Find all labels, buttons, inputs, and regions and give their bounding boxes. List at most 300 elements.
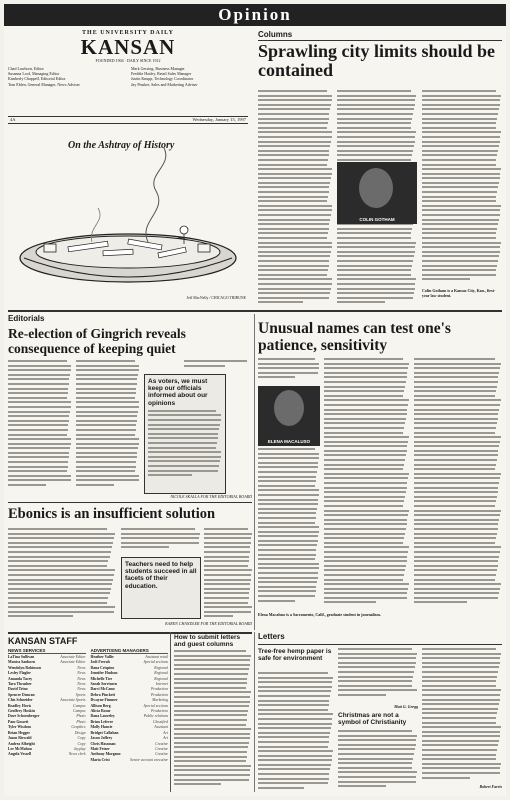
- text-line: [121, 546, 169, 548]
- text-line: [8, 365, 71, 367]
- text-line: [148, 474, 192, 476]
- text-line: [258, 554, 316, 556]
- text-line: [258, 260, 329, 262]
- text-line: [148, 470, 218, 472]
- text-line: [204, 579, 251, 581]
- staff-role: Production: [151, 709, 168, 714]
- text-line: [422, 186, 498, 188]
- staff-ads-column: [91, 648, 169, 763]
- text-line: [422, 676, 497, 678]
- text-line: [324, 454, 406, 456]
- text-line: [324, 468, 403, 470]
- text-line: [8, 602, 107, 604]
- text-line: [422, 274, 496, 276]
- staff-role: Special sections: [143, 660, 168, 665]
- text-line: [8, 542, 113, 544]
- text-line: [337, 122, 411, 124]
- text-line: [174, 724, 246, 726]
- staff-name: Jason Joffrey: [90, 736, 113, 741]
- text-line: [258, 372, 318, 374]
- letter-headline: Christmas are not a symbol of Christianity: [338, 712, 407, 727]
- text-line: [324, 500, 404, 502]
- text-line: [148, 410, 216, 412]
- text-line: [337, 255, 414, 257]
- staff-role: News clerk: [68, 752, 86, 757]
- text-line: [337, 150, 413, 152]
- text-line: [414, 565, 498, 567]
- text-line: [422, 653, 501, 655]
- text-line: [422, 260, 498, 262]
- staff-role: Photo: [76, 714, 86, 719]
- section-title: Opinion: [218, 5, 292, 24]
- text-line: [414, 459, 497, 461]
- text-line: [8, 429, 68, 431]
- text-line: [258, 237, 327, 239]
- text-line: [414, 500, 496, 502]
- text-line: [204, 537, 251, 539]
- text-line: [258, 586, 316, 588]
- text-line: [258, 476, 316, 478]
- text-line: [414, 542, 495, 544]
- text-line: [422, 159, 496, 161]
- text-line: [258, 549, 316, 551]
- text-line: [8, 569, 115, 571]
- text-line: [258, 531, 319, 533]
- text-line: [324, 510, 409, 512]
- text-line: [414, 473, 501, 475]
- text-line: [258, 499, 318, 501]
- columnist-note: Elena Macaluso is a Sacramento, Calif., graduate student in journalism.: [258, 612, 381, 617]
- staff-role: Production: [151, 687, 168, 692]
- text-line: [8, 406, 71, 408]
- text-line: [337, 136, 415, 138]
- text-line: [258, 718, 332, 720]
- staff-role: Special sections: [143, 703, 168, 708]
- text-line: [8, 479, 71, 481]
- staff-role: Creative: [155, 746, 168, 751]
- text-line: [414, 546, 501, 548]
- masthead-staff: [8, 66, 248, 87]
- text-line: [422, 685, 496, 687]
- text-line: [324, 477, 408, 479]
- text-line: [414, 441, 500, 443]
- text-line: [8, 528, 107, 530]
- text-line: [324, 404, 408, 406]
- text-line: [422, 694, 500, 696]
- text-line: [258, 145, 330, 147]
- text-line: [422, 278, 470, 280]
- text-line: [148, 433, 218, 435]
- text-line: [338, 762, 412, 764]
- text-line: [338, 662, 416, 664]
- staff-role: Design: [74, 730, 86, 735]
- text-line: [338, 753, 414, 755]
- text-line: [422, 251, 500, 253]
- text-line: [258, 228, 329, 230]
- text-line: [258, 200, 327, 202]
- text-line: [422, 232, 496, 234]
- text-line: [414, 560, 498, 562]
- text-line: [174, 659, 250, 661]
- text-line: [258, 713, 333, 715]
- text-line: [258, 732, 330, 734]
- paper-name: KANSAN: [80, 35, 176, 59]
- staff-role: Marketing: [152, 698, 168, 703]
- text-line: [258, 154, 329, 156]
- text-line: [414, 491, 498, 493]
- text-line: [204, 546, 250, 548]
- staff-name: Chris Hassman: [90, 741, 116, 746]
- text-line: [8, 443, 71, 445]
- staff-name: Brian Hegger: [8, 730, 31, 735]
- text-line: [76, 429, 136, 431]
- text-line: [258, 99, 332, 101]
- text-line: [148, 419, 221, 421]
- text-line: [258, 471, 317, 473]
- text-line: [414, 372, 499, 374]
- text-line: [324, 574, 404, 576]
- staff-role: Campus: [73, 709, 86, 714]
- text-line: [422, 265, 497, 267]
- staff-role: Senior account executive: [130, 757, 168, 762]
- text-line: [338, 767, 412, 769]
- masthead-staff-line: Susanna Loof, Managing Editor: [8, 71, 60, 77]
- cartoon-credit: Jeff MacNelly / CHICAGO TRIBUNE: [186, 296, 246, 300]
- text-line: [337, 297, 413, 299]
- text-line: [324, 597, 407, 599]
- feature-text-block: [324, 358, 410, 608]
- staff-name: Jodi Ferrah: [90, 660, 110, 665]
- feature-text-block: [414, 358, 502, 608]
- letter-signature: Matt G. Gregg: [394, 704, 418, 709]
- text-line: [338, 776, 416, 778]
- columnist-name: ELENA MACALUSO: [267, 439, 311, 444]
- text-line: [337, 108, 414, 110]
- text-line: [76, 434, 135, 436]
- text-line: [8, 615, 73, 617]
- text-line: [258, 136, 332, 138]
- text-line: [258, 376, 295, 378]
- text-line: [204, 588, 250, 590]
- text-line: [422, 749, 497, 751]
- text-line: [258, 741, 329, 743]
- text-line: [258, 205, 332, 207]
- text-line: [422, 164, 496, 166]
- editorial-headline-gingrich: Re-election of Gingrich reveals consequence of keeping quiet: [8, 326, 186, 356]
- text-line: [414, 528, 498, 530]
- text-line: [422, 154, 497, 156]
- text-line: [174, 705, 249, 707]
- text-line: [174, 710, 248, 712]
- text-line: [414, 395, 495, 397]
- text-line: [76, 392, 136, 394]
- text-line: [422, 113, 498, 115]
- text-line: [422, 740, 499, 742]
- text-line: [422, 648, 496, 650]
- text-line: [324, 358, 403, 360]
- text-line: [258, 535, 318, 537]
- text-line: [422, 657, 500, 659]
- text-line: [422, 731, 500, 733]
- text-line: [258, 358, 315, 360]
- text-line: [258, 118, 329, 120]
- text-line: [258, 232, 328, 234]
- text-line: [338, 744, 416, 746]
- text-line: [258, 164, 327, 166]
- portrait-icon: [359, 168, 393, 208]
- text-line: [324, 523, 407, 525]
- text-line: [174, 774, 250, 776]
- text-line: [258, 104, 331, 106]
- text-line: [324, 418, 406, 420]
- text-line: [258, 526, 319, 528]
- text-line: [258, 746, 328, 748]
- divider: [258, 644, 502, 645]
- text-line: [258, 214, 331, 216]
- staff-role: Associate Editor: [60, 655, 86, 659]
- text-line: [76, 374, 138, 376]
- cartoon-drawing: [8, 126, 248, 302]
- text-line: [258, 677, 333, 679]
- text-line: [414, 367, 500, 369]
- staff-name: Amanda Tacey: [8, 676, 33, 681]
- text-line: [422, 237, 496, 239]
- text-line: [148, 424, 220, 426]
- text-line: [8, 411, 70, 413]
- text-line: [414, 579, 495, 581]
- text-line: [258, 159, 328, 161]
- text-line: [258, 219, 330, 221]
- text-line: [76, 411, 138, 413]
- text-line: [324, 386, 405, 388]
- text-line: [414, 390, 496, 392]
- text-line: [414, 450, 498, 452]
- text-line: [258, 600, 295, 602]
- text-line: [422, 255, 499, 257]
- page-number: 4A: [10, 117, 16, 122]
- feature-text-block: [258, 448, 320, 608]
- staff-name: Dana Lauveley: [90, 714, 115, 719]
- divider: [8, 310, 502, 312]
- text-line: [121, 533, 200, 535]
- masthead-staff-line: Jay Pinsker, Sales and Marketing Adviser: [131, 81, 198, 87]
- staff-name: Pam Gossett: [8, 719, 29, 724]
- text-line: [324, 395, 403, 397]
- text-line: [258, 242, 332, 244]
- text-line: [258, 522, 315, 524]
- text-line: [76, 401, 139, 403]
- text-line: [204, 602, 248, 604]
- text-line: [76, 479, 139, 481]
- text-line: [8, 588, 111, 590]
- text-line: [422, 744, 498, 746]
- text-line: [414, 510, 501, 512]
- editorial-text-block: [204, 528, 252, 620]
- text-line: [422, 772, 500, 774]
- text-line: [258, 182, 330, 184]
- text-line: [414, 445, 499, 447]
- text-line: [174, 779, 249, 781]
- text-line: [174, 664, 250, 666]
- text-line: [258, 695, 330, 697]
- text-line: [422, 717, 496, 719]
- text-line: [422, 118, 497, 120]
- text-line: [258, 131, 332, 133]
- text-line: [324, 505, 403, 507]
- staff-row: [8, 752, 86, 757]
- text-line: [337, 131, 416, 133]
- text-line: [258, 755, 332, 757]
- text-line: [337, 145, 414, 147]
- text-line: [258, 168, 332, 170]
- text-line: [8, 374, 70, 376]
- staff-name: Michelle Tice: [90, 676, 113, 681]
- text-line: [258, 494, 319, 496]
- text-line: [338, 785, 386, 787]
- text-line: [338, 685, 412, 687]
- staff-name: David Trino: [8, 687, 28, 692]
- text-line: [8, 560, 108, 562]
- text-line: [324, 445, 407, 447]
- text-line: [422, 223, 498, 225]
- text-line: [258, 255, 330, 257]
- staff-name: Matt Fetzer: [90, 746, 110, 751]
- text-line: [8, 579, 113, 581]
- text-line: [324, 565, 406, 567]
- text-line: [174, 701, 250, 703]
- text-line: [76, 452, 137, 454]
- text-line: [258, 508, 317, 510]
- text-line: [258, 590, 316, 592]
- text-line: [258, 723, 332, 725]
- text-line: [422, 131, 501, 133]
- text-line: [337, 274, 411, 276]
- staff-name: Monica Sanborn: [8, 660, 36, 665]
- text-line: [414, 413, 498, 415]
- text-line: [422, 662, 500, 664]
- text-line: [414, 592, 499, 594]
- text-line: [337, 260, 413, 262]
- staff-name: Dwayne Fimmer: [90, 698, 118, 703]
- text-line: [174, 765, 251, 767]
- masthead: [8, 30, 248, 116]
- text-line: [324, 528, 406, 530]
- text-line: [258, 177, 331, 179]
- text-line: [121, 528, 195, 530]
- text-line: [324, 367, 408, 369]
- text-line: [338, 735, 417, 737]
- staff-role: News: [77, 676, 86, 681]
- text-line: [324, 551, 408, 553]
- text-line: [414, 537, 496, 539]
- text-line: [422, 104, 500, 106]
- text-line: [258, 558, 315, 560]
- text-line: [204, 560, 249, 562]
- text-line: [422, 735, 500, 737]
- text-line: [8, 434, 67, 436]
- text-line: [204, 606, 252, 608]
- text-line: [174, 746, 248, 748]
- text-line: [258, 512, 316, 514]
- feature-text-block: [258, 358, 320, 384]
- text-line: [258, 700, 329, 702]
- text-line: [76, 360, 135, 362]
- text-line: [174, 733, 250, 735]
- text-line: [8, 420, 69, 422]
- text-line: [76, 383, 137, 385]
- text-line: [8, 456, 69, 458]
- cartoon-caption: On the Ashtray of History: [68, 140, 175, 151]
- text-line: [76, 443, 139, 445]
- staff-name: Anthony Morgano: [90, 752, 121, 757]
- text-line: [204, 551, 250, 553]
- text-line: [258, 778, 329, 780]
- text-line: [337, 90, 411, 92]
- text-line: [76, 484, 114, 486]
- text-line: [422, 699, 500, 701]
- text-line: [174, 691, 251, 693]
- text-line: [338, 730, 412, 732]
- text-line: [337, 113, 413, 115]
- text-line: [414, 597, 498, 599]
- text-line: [258, 690, 331, 692]
- text-line: [174, 783, 221, 785]
- text-line: [422, 767, 500, 769]
- text-line: [8, 452, 69, 454]
- text-line: [337, 278, 416, 280]
- text-line: [8, 551, 111, 553]
- staff-name: Jennifer Hudson: [90, 671, 118, 676]
- letters-tag: Letters: [258, 632, 285, 641]
- staff-name: Spencer Duncan: [8, 692, 35, 697]
- text-line: [8, 611, 114, 613]
- staff-box-title: KANSAN STAFF: [8, 636, 78, 646]
- masthead-staff-line: Chad Lawhorn, Editor: [8, 66, 44, 71]
- staff-name: Bradley Hovis: [8, 703, 32, 708]
- staff-role: Copy: [77, 736, 86, 741]
- text-line: [324, 546, 409, 548]
- text-line: [338, 739, 416, 741]
- text-line: [422, 726, 501, 728]
- text-line: [258, 223, 329, 225]
- text-line: [337, 104, 415, 106]
- text-line: [174, 737, 250, 739]
- text-line: [8, 397, 67, 399]
- text-line: [414, 418, 498, 420]
- text-line: [184, 365, 225, 367]
- text-line: [204, 611, 251, 613]
- text-line: [422, 777, 470, 779]
- letter-headline: Tree-free hemp paper is safe for environment: [258, 648, 332, 663]
- text-line: [324, 592, 407, 594]
- staff-role: Associate Sports: [60, 698, 86, 703]
- text-line: [8, 383, 69, 385]
- text-line: [258, 367, 319, 369]
- text-line: [337, 265, 412, 267]
- text-line: [258, 173, 332, 175]
- staff-name: Heather Vallie: [90, 655, 114, 659]
- text-line: [8, 360, 67, 362]
- text-line: [324, 381, 406, 383]
- text-line: [337, 127, 411, 129]
- text-line: [258, 113, 329, 115]
- text-line: [148, 428, 219, 430]
- text-line: [324, 363, 409, 365]
- feature-headline: Unusual names can test one's patience, sensitivity: [258, 320, 451, 354]
- text-line: [414, 583, 501, 585]
- text-line: [324, 450, 407, 452]
- editorial-text-block: [76, 360, 140, 490]
